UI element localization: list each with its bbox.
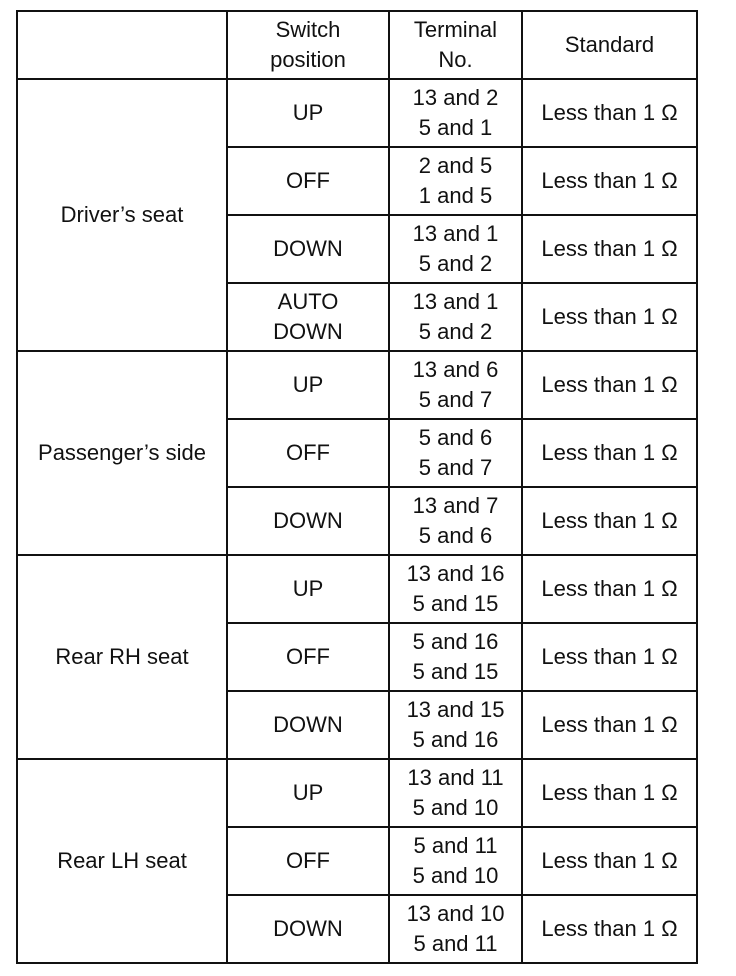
terminal-no-cell: 13 and 7 5 and 6 [389, 487, 522, 555]
standard-cell: Less than 1 Ω [522, 147, 697, 215]
terminal-no-cell: 13 and 10 5 and 11 [389, 895, 522, 963]
terminal-no-cell: 5 and 6 5 and 7 [389, 419, 522, 487]
switch-position-cell: DOWN [227, 691, 389, 759]
header-standard: Standard [522, 11, 697, 79]
seat-group-label: Rear RH seat [17, 555, 227, 759]
standard-cell: Less than 1 Ω [522, 283, 697, 351]
switch-position-cell: OFF [227, 147, 389, 215]
standard-cell: Less than 1 Ω [522, 827, 697, 895]
terminal-no-cell: 5 and 11 5 and 10 [389, 827, 522, 895]
table-row [17, 351, 697, 419]
terminal-no-cell: 13 and 6 5 and 7 [389, 351, 522, 419]
seat-group-label: Driver’s seat [17, 79, 227, 351]
standard-cell: Less than 1 Ω [522, 895, 697, 963]
header-switch-position: Switch position [227, 11, 389, 79]
terminal-no-cell: 5 and 16 5 and 15 [389, 623, 522, 691]
seat-group-label: Rear LH seat [17, 759, 227, 963]
terminal-no-cell: 13 and 1 5 and 2 [389, 215, 522, 283]
switch-position-cell: OFF [227, 623, 389, 691]
standard-cell: Less than 1 Ω [522, 691, 697, 759]
standard-cell: Less than 1 Ω [522, 759, 697, 827]
terminal-no-cell: 13 and 2 5 and 1 [389, 79, 522, 147]
header-row [17, 11, 697, 79]
terminal-no-cell: 13 and 15 5 and 16 [389, 691, 522, 759]
table-row [17, 555, 697, 623]
switch-position-cell: AUTO DOWN [227, 283, 389, 351]
switch-position-cell: UP [227, 79, 389, 147]
switch-position-cell: OFF [227, 419, 389, 487]
terminal-no-cell: 13 and 1 5 and 2 [389, 283, 522, 351]
table-row [17, 759, 697, 827]
standard-cell: Less than 1 Ω [522, 487, 697, 555]
switch-position-cell: OFF [227, 827, 389, 895]
switch-position-cell: DOWN [227, 895, 389, 963]
standard-cell: Less than 1 Ω [522, 623, 697, 691]
header-group [17, 11, 227, 79]
switch-position-cell: UP [227, 351, 389, 419]
standard-cell: Less than 1 Ω [522, 555, 697, 623]
seat-group-label: Passenger’s side [17, 351, 227, 555]
switch-position-cell: UP [227, 759, 389, 827]
standard-cell: Less than 1 Ω [522, 351, 697, 419]
standard-cell: Less than 1 Ω [522, 215, 697, 283]
switch-inspection-table [16, 10, 698, 964]
table-row [17, 79, 697, 147]
switch-position-cell: UP [227, 555, 389, 623]
terminal-no-cell: 2 and 5 1 and 5 [389, 147, 522, 215]
standard-cell: Less than 1 Ω [522, 419, 697, 487]
switch-position-cell: DOWN [227, 215, 389, 283]
standard-cell: Less than 1 Ω [522, 79, 697, 147]
table-body [17, 79, 697, 963]
switch-position-cell: DOWN [227, 487, 389, 555]
terminal-no-cell: 13 and 11 5 and 10 [389, 759, 522, 827]
terminal-no-cell: 13 and 16 5 and 15 [389, 555, 522, 623]
header-terminal-no: Terminal No. [389, 11, 522, 79]
